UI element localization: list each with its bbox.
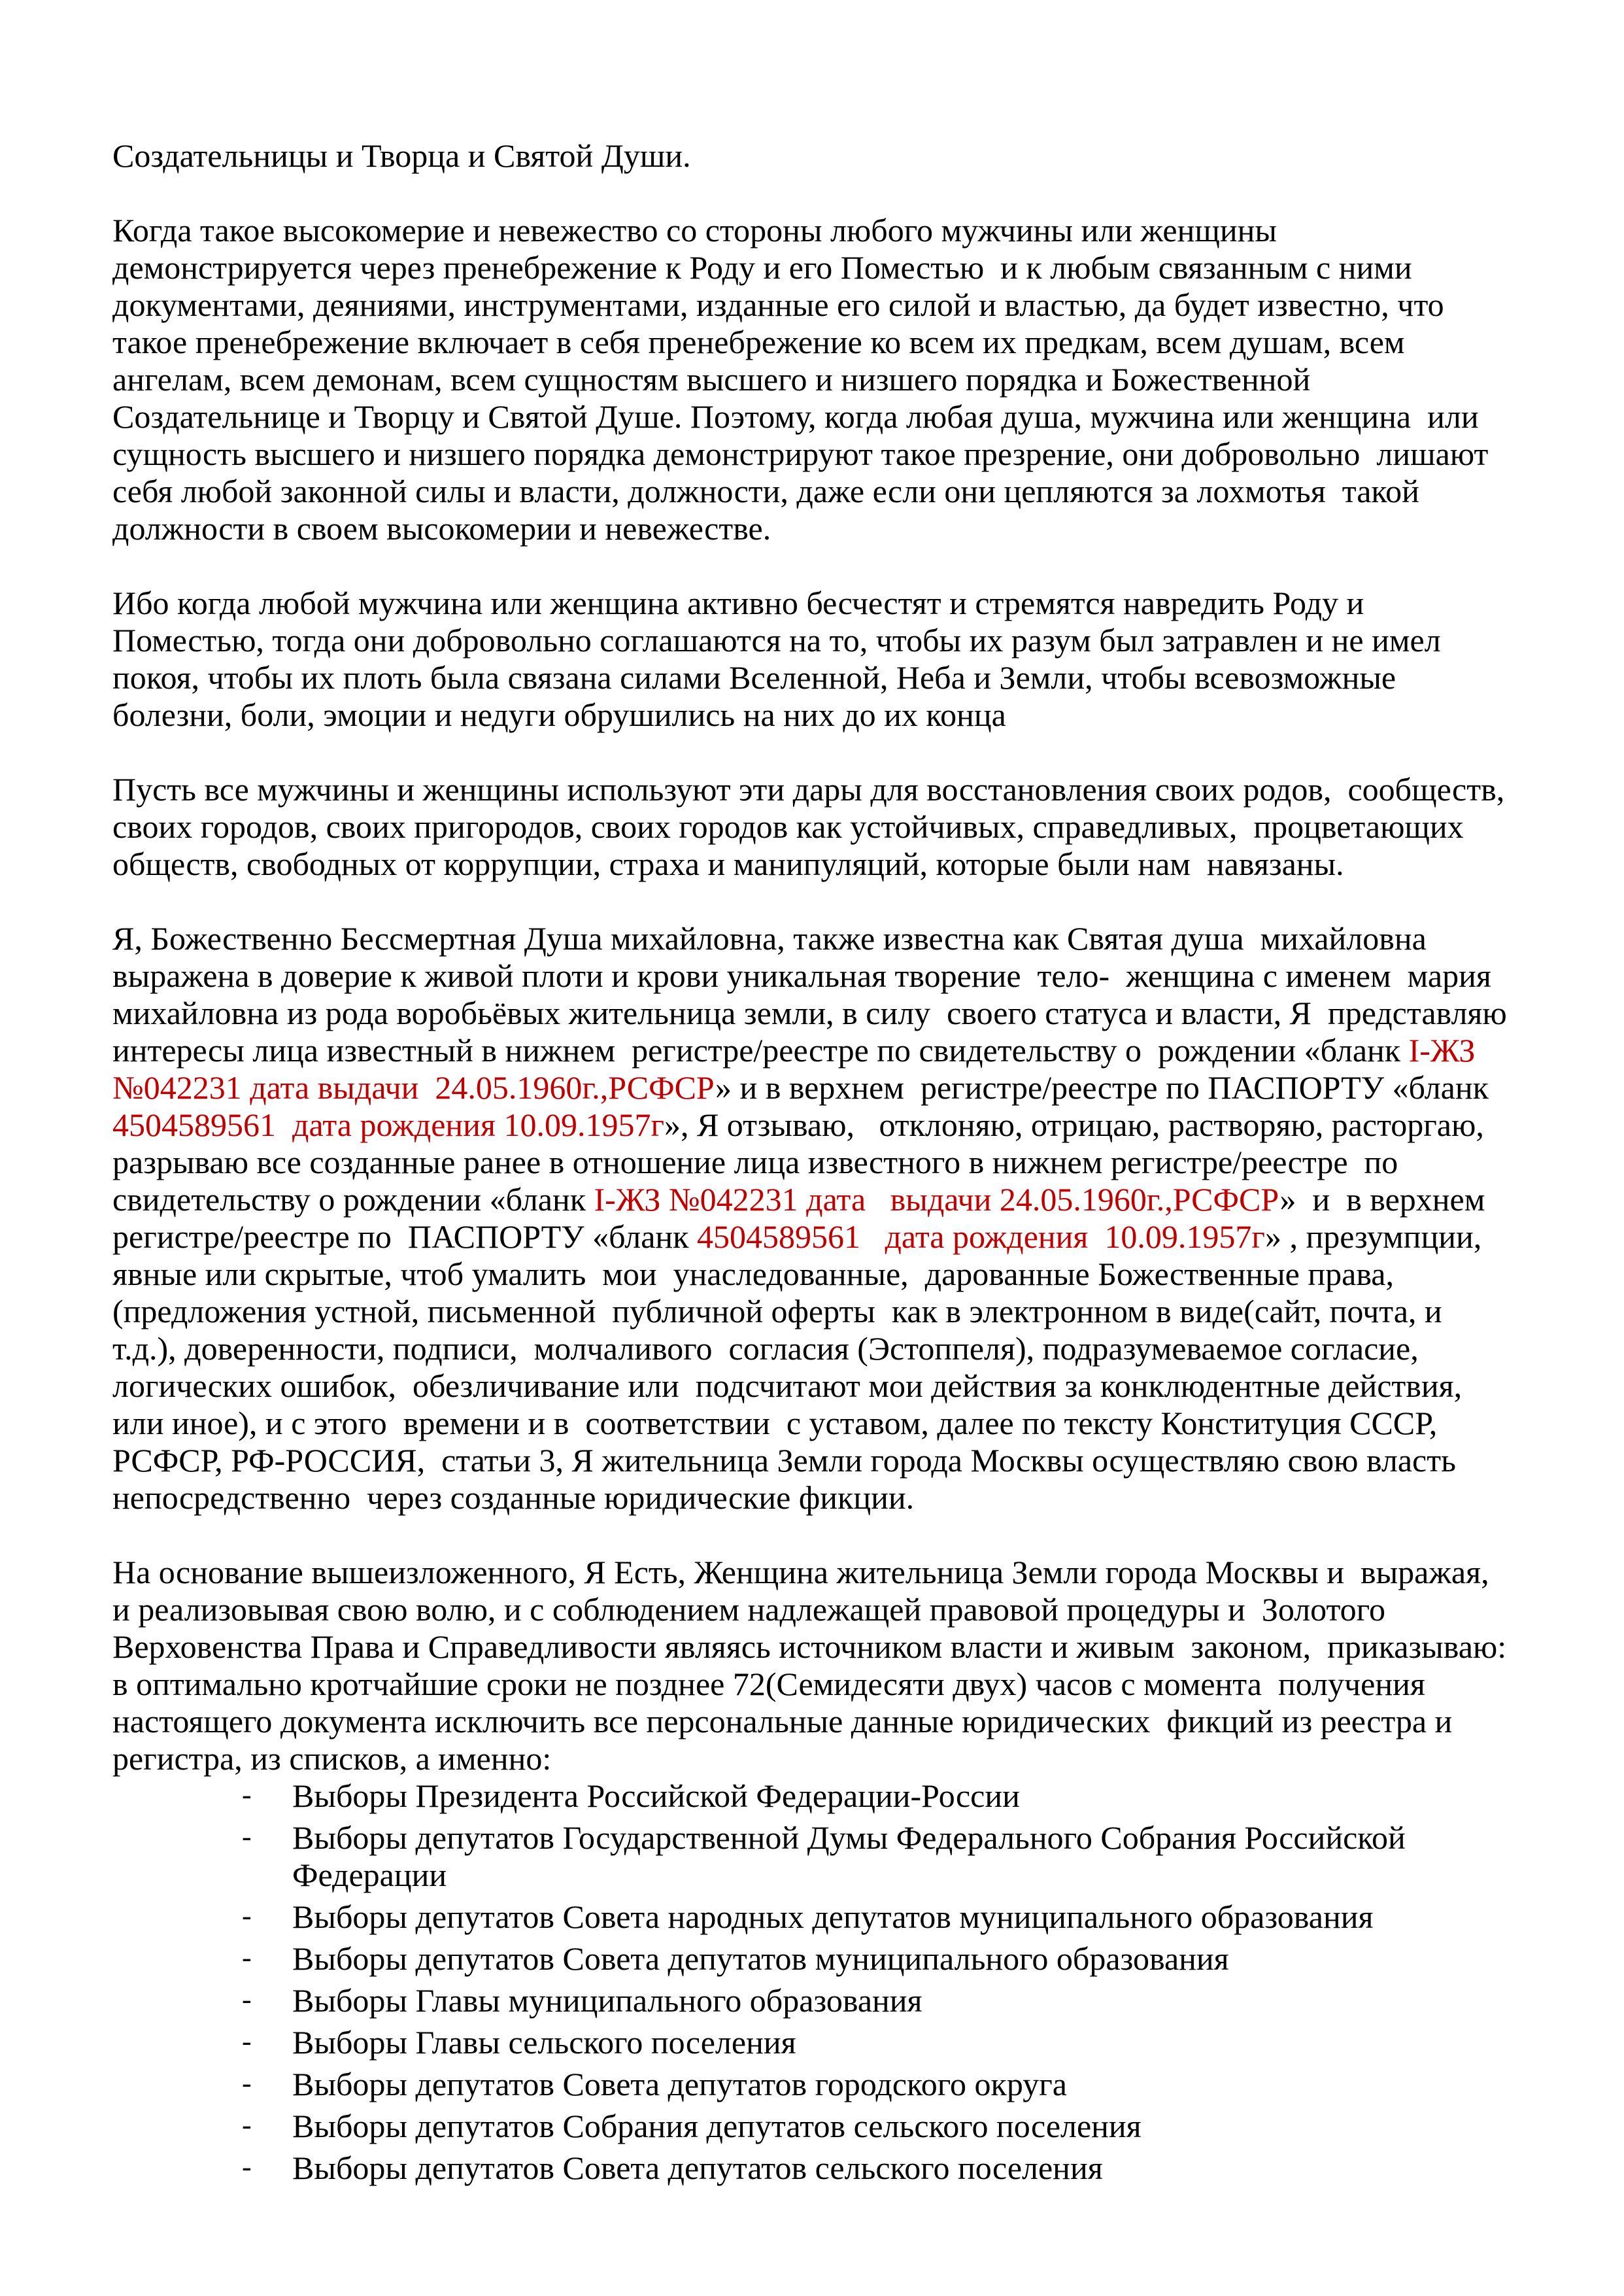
list-item (242, 1940, 1512, 1978)
paragraph (112, 212, 1512, 547)
list-item-text: Выборы Главы муниципального образования (292, 1982, 922, 2019)
list-item-text: Выборы депутатов Совета народных депутатов муниципального образования (292, 1898, 1374, 1935)
dash-bullet: - (242, 2067, 252, 2099)
red-text-segment: I-ЖЗ №042231 дата выдачи 24.05.1960г.,РСФСР (594, 1181, 1280, 1218)
dash-bullet: - (242, 1779, 252, 1811)
paragraph (112, 585, 1512, 734)
list-item (242, 2024, 1512, 2061)
dash-bullet: - (242, 2151, 252, 2183)
list-item (242, 1982, 1512, 2019)
dash-bullet: - (242, 1821, 252, 1853)
dash-bullet: - (242, 1983, 252, 2015)
list-item-text: Выборы Президента Российской Федерации-России (292, 1777, 1020, 1814)
text-segment: », Я отзываю, отклоняю, отрицаю, растворяю, расторгаю, разрываю все созданные ранее в отношение лица известного в нижнем регистре/реестре по свидетельству о рождении «бланк (112, 1106, 1493, 1218)
red-text-segment: I-ЖЗ №042231 дата выдачи 24.05.1960г.,РСФСР (112, 1032, 1483, 1106)
list-item-text: Выборы Главы сельского поселения (292, 2024, 796, 2061)
list-item (242, 1777, 1512, 1815)
list-item-text: Выборы депутатов Совета депутатов городского округа (292, 2066, 1067, 2102)
paragraph (112, 920, 1515, 1516)
paragraph (112, 771, 1512, 883)
paragraph (112, 137, 1512, 175)
list-item (242, 2066, 1512, 2103)
list-item (242, 1898, 1512, 1936)
text-segment: Ибо когда любой мужчина или женщина активно бесчестят и стремятся навредить Роду и Поместью, тогда они добровольно соглашаются на то, чтобы их разум был затравлен и не имел покоя, чтобы их плоть была связана силами Вселенной, Неба и Земли, чтобы всевозможные болезни, боли, эмоции и недуги обрушились на них до их конца (112, 585, 1449, 733)
list-item-text: Выборы депутатов Совета депутатов муниципального образования (292, 1940, 1229, 1977)
dash-bullet: - (242, 2025, 252, 2057)
list-item (242, 2150, 1512, 2187)
text-segment: Я, Божественно Бессмертная Душа михайловна, также известна как Святая душа михайловна выражена в доверие к живой плоти и крови уникальная творение тело- женщина с именем мария михайловна из рода воробьёвых жительница земли, в силу своего статуса и власти, Я представляю интересы лица известный в нижнем регистре/реестре по свидетельству о рождении «бланк (112, 920, 1515, 1069)
text-segment: » , презумпции, явные или скрытые, чтоб умалить мои унаследованные, дарованные Божественные права, (предложения устной, письменной публичной оферты как в электронном в виде(сайт, почта, и т.д.), доверенности, подписи, молчаливого согласия (Эстоппеля), подразумеваемое согласие, логических ошибок, обезличивание или подсчитают мои действия за конклюдентные действия, или иное), и с этого времени и в соответствии с уставом, далее по тексту Конституция СССР, РСФСР, РФ-РОССИЯ, статьи 3, Я жительница Земли города Москвы осуществляю свою власть непосредственно через созданные юридические фикции. (112, 1218, 1490, 1516)
list-item (242, 2108, 1512, 2145)
exclusion-list (112, 1777, 1512, 2187)
paragraph (112, 1554, 1515, 1777)
text-segment: Когда такое высокомерие и невежество со стороны любого мужчины или женщины демонстрируется через пренебрежение к Роду и его Поместью и к любым связанным с ними документами, деяниями, инструментами, изданные его силой и властью, да будет известно, что такое пренебрежение включает в себя пренебрежение ко всем их предкам, всем душам, всем ангелам, всем демонам, всем сущностям высшего и низшего порядка и Божественной Создательнице и Творцу и Святой Душе. Поэтому, когда любая душа, мужчина или женщина или сущность высшего и низшего порядка демонстрируют такое презрение, они добровольно лишают себя любой законной силы и власти, должности, даже если они цепляются за лохмотья такой должности в своем высокомерии и невежестве. (112, 212, 1497, 547)
document-body (112, 137, 1515, 2187)
list-item-text: Выборы депутатов Собрания депутатов сельского поселения (292, 2108, 1142, 2144)
list-item (242, 1819, 1512, 1894)
red-text-segment: 4504589561 дата рождения 10.09.1957г (112, 1106, 664, 1143)
text-segment: » и в верхнем регистре/реестре по ПАСПОРТУ «бланк (715, 1069, 1497, 1106)
text-segment: На основание вышеизложенного, Я Есть, Женщина жительница Земли города Москвы и выражая, и реализовывая свою волю, и с соблюдением надлежащей правовой процедуры и Золотого Верховенства Права и Справедливости являясь источником власти и живым законом, приказываю: в оптимально кротчайшие сроки не позднее 72(Семидесяти двух) часов с момента получения настоящего документа исключить все персональные данные юридических фикций из реестра и регистра, из списков, а именно: (112, 1554, 1515, 1777)
text-segment: Создательницы и Творца и Святой Души. (112, 137, 691, 174)
text-segment: Пусть все мужчины и женщины используют эти дары для восстановления своих родов, сообществ, своих городов, своих пригородов, своих городов как устойчивых, справедливых, процветающих обществ, свободных от коррупции, страха и манипуляций, которые были нам навязаны. (112, 771, 1513, 882)
list-item-text: Выборы депутатов Государственной Думы Федерального Собрания Российской Федерации (292, 1819, 1414, 1893)
text-segment: » и в верхнем регистре/реестре по ПАСПОРТУ «бланк (112, 1181, 1493, 1255)
red-text-segment: 4504589561 дата рождения 10.09.1957г (696, 1218, 1265, 1255)
dash-bullet: - (242, 1942, 252, 1974)
list-item-text: Выборы депутатов Совета депутатов сельского поселения (292, 2150, 1103, 2186)
dash-bullet: - (242, 1900, 252, 1932)
dash-bullet: - (242, 2109, 252, 2141)
